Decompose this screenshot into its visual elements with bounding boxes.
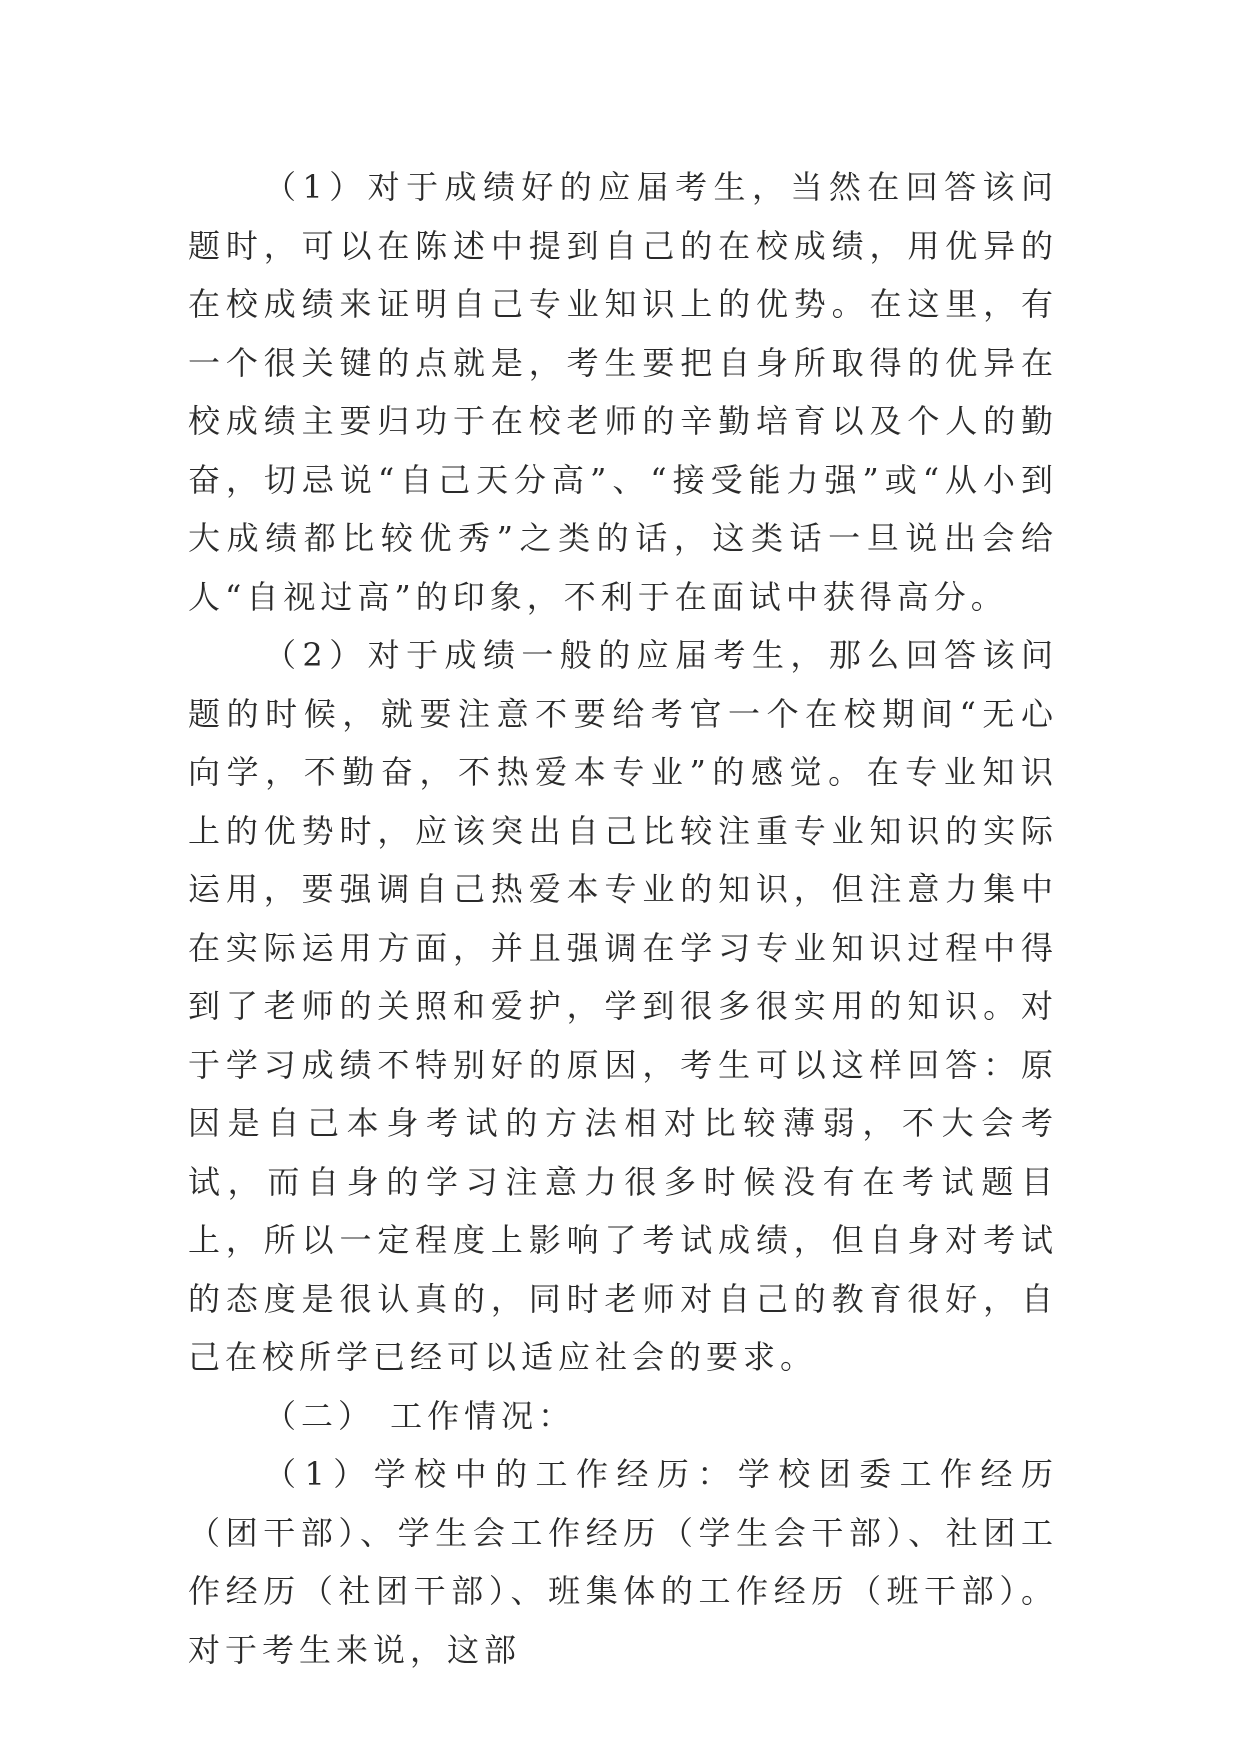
paragraph-school-work: （1）学校中的工作经历：学校团委工作经历（团干部）、学生会工作经历（学生会干部）、社团工作经历（社团干部）、班集体的工作经历（班干部）。对于考生来说，这部 (188, 1455, 1058, 1669)
paragraph-average-students: （2）对于成绩一般的应届考生，那么回答该问题的时候，就要注意不要给考官一个在校期间“无心向学，不勤奋，不热爱本专业”的感觉。在专业知识上的优势时，应该突出自己比较注重专业知识的实际运用，要强调自己热爱本专业的知识，但注意力集中在实际运用方面，并且强调在学习专业知识过程中得到了老师的关照和爱护，学到很多很实用的知识。对于学习成绩不特别好的原因，考生可以这样回答：原因是自己本身考试的方法相对比较薄弱，不大会考试，而自身的学习注意力很多时候没有在考试题目上，所以一定程度上影响了考试成绩，但自身对考试的态度是很认真的，同时老师对自己的教育很好，自己在校所学已经可以适应社会的要求。 (188, 636, 1058, 1376)
section-heading-work: （二） 工作情况： (264, 1396, 576, 1435)
paragraph-top-students: （1）对于成绩好的应届考生，当然在回答该问题时，可以在陈述中提到自己的在校成绩，用优异的在校成绩来证明自己专业知识上的优势。在这里，有一个很关键的点就是，考生要把自身所取得的优异在校成绩主要归功于在校老师的辛勤培育以及个人的勤奋，切忌说“自己天分高”、“接受能力强”或“从小到大成绩都比较优秀”之类的话，这类话一旦说出会给人“自视过高”的印象，不利于在面试中获得高分。 (188, 168, 1058, 616)
document-body (188, 158, 1058, 1679)
